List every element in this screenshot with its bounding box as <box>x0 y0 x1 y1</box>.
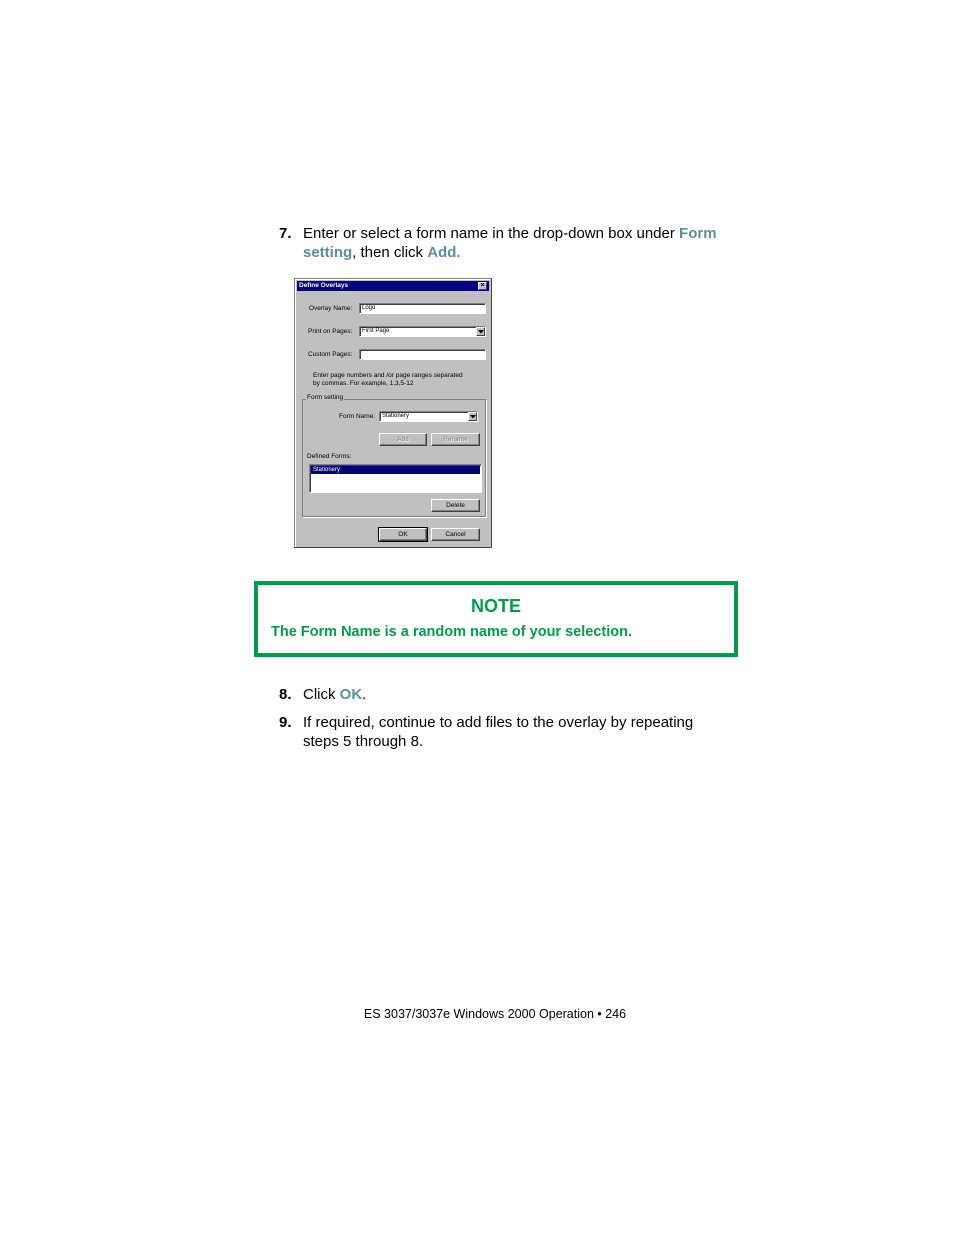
step-text-part: Enter or select a form name in the drop-down box under <box>303 225 680 242</box>
defined-forms-list[interactable] <box>309 464 482 493</box>
print-on-pages-label: Print on Pages: <box>308 328 353 335</box>
form-setting-label: Form setting <box>307 394 344 401</box>
chevron-down-icon[interactable] <box>468 412 477 421</box>
print-on-pages-select[interactable] <box>359 326 486 337</box>
note-body: The Form Name is a random name of your selection. <box>271 624 632 640</box>
step-8 <box>279 686 739 705</box>
cancel-button[interactable]: Cancel <box>431 528 480 541</box>
dialog-titlebar <box>297 281 489 291</box>
custom-pages-label: Custom Pages: <box>308 351 353 358</box>
step-number: 9. <box>279 714 292 731</box>
step-number: 7. <box>279 225 292 242</box>
custom-pages-input[interactable] <box>359 349 486 360</box>
delete-button[interactable]: Delete <box>431 499 480 512</box>
form-setting-ref: Form setting <box>303 225 717 261</box>
add-button[interactable]: Add <box>379 433 427 446</box>
step-text-part: . <box>362 686 367 703</box>
hint-line-2: by commas. For example, 1,3,5-12 <box>313 380 414 387</box>
step-text-part: , then click <box>352 243 428 261</box>
form-name-value: Stationery <box>382 413 410 419</box>
form-name-label: Form Name: <box>339 413 376 420</box>
note-box <box>254 581 738 657</box>
close-icon[interactable]: × <box>478 282 487 290</box>
page-footer: ES 3037/3037e Windows 2000 Operation • 246 <box>363 1007 627 1021</box>
step-text: If required, continue to add files to the overlay by repeating steps 5 through 8. <box>303 714 694 750</box>
ok-button[interactable]: OK <box>379 528 427 541</box>
rename-button[interactable]: Rename <box>431 433 480 446</box>
ok-ref: OK <box>339 686 363 703</box>
hint-line-1: Enter page numbers and /or page ranges separated <box>313 372 463 379</box>
form-name-combo[interactable] <box>379 411 478 422</box>
chevron-down-icon[interactable] <box>476 327 485 336</box>
overlay-name-label: Overlay Name: <box>309 305 353 312</box>
step-9 <box>279 714 719 751</box>
add-ref: Add. <box>427 243 461 261</box>
step-text <box>303 225 739 262</box>
defined-forms-label: Defined Forms: <box>307 453 352 460</box>
note-title: NOTE <box>470 596 521 616</box>
dialog-title: Define Overlays <box>299 282 349 289</box>
step-text <box>303 686 739 705</box>
list-item[interactable]: Stationery <box>311 466 480 474</box>
print-on-pages-value: First Page <box>362 328 390 334</box>
step-number: 8. <box>279 686 292 703</box>
step-7 <box>279 225 739 262</box>
step-text-part: Click <box>303 686 340 703</box>
overlay-name-input[interactable]: Logo <box>359 303 486 314</box>
